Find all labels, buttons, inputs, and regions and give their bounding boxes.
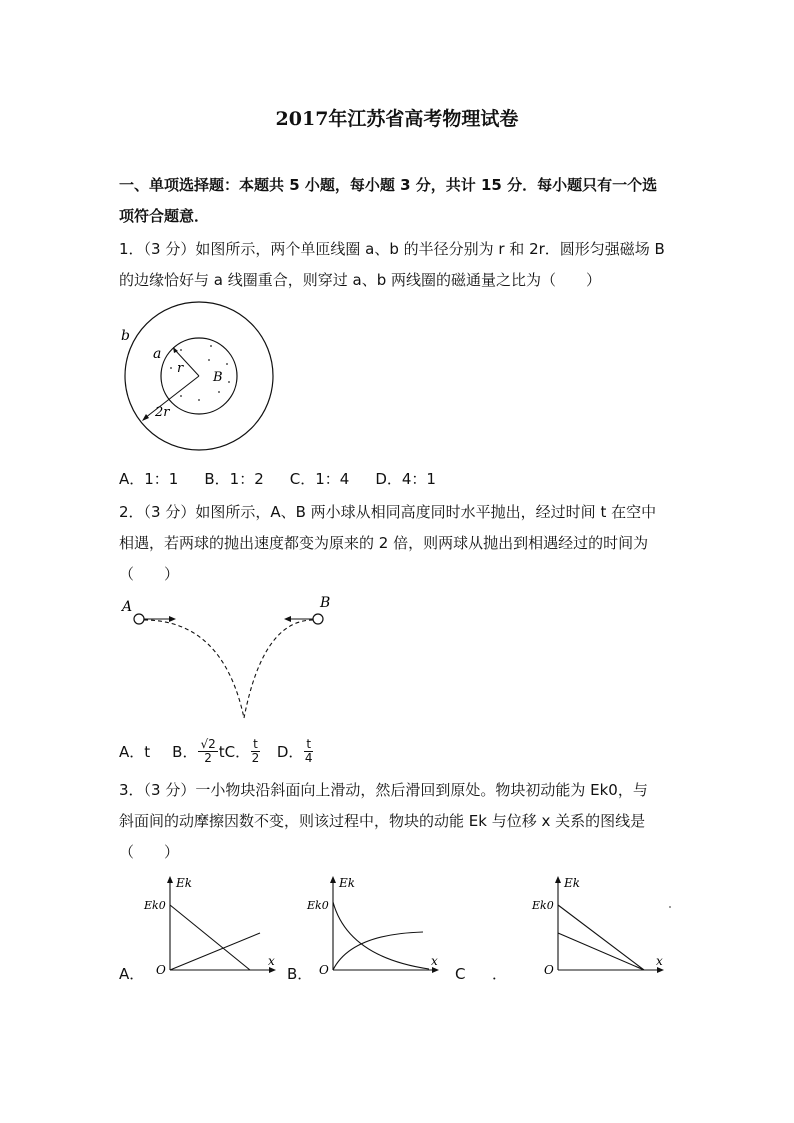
section-heading-line2: 项符合题意． <box>119 207 210 225</box>
descending-line <box>170 905 250 970</box>
label-B-field: B <box>213 370 223 385</box>
q2-option-b-suffix: t <box>218 742 225 761</box>
radius-2r-arrowhead <box>142 414 149 421</box>
y-axis-arrowhead <box>330 876 336 883</box>
label-ball-B: B <box>320 595 331 611</box>
ascending-line <box>170 933 260 970</box>
q1-text-line2: 的边缘恰好与 a 线圈重合，则穿过 a、b 两线圈的磁通量之比为（ ） <box>119 271 601 289</box>
velocity-arrowhead-A <box>169 616 176 622</box>
q3-option-a-label[interactable]: A． <box>119 965 145 983</box>
q2-text-line1: 2．（3 分）如图所示，A、B 两小球从相同高度同时水平抛出，经过时间 t 在空中 <box>119 503 657 521</box>
q2-option-c-fraction: $\frac{t}{2}$ <box>251 737 260 765</box>
q2-option-b-fraction: $\frac{√2}{2}$ <box>200 737 216 765</box>
ball-A <box>134 614 144 624</box>
q1-option-d[interactable]: D．4：1 <box>375 470 436 488</box>
q3-graph-c <box>528 872 678 978</box>
origin-label: O <box>319 963 329 977</box>
page-title: 2017年江苏省高考物理试卷 <box>275 108 519 130</box>
q1-text-line1: 1．（3 分）如图所示，两个单匝线圈 a、b 的半径分别为 r 和 2r．圆形匀强磁场 B <box>119 240 665 258</box>
q3-text-line1: 3．（3 分）一小物块沿斜面向上滑动，然后滑回到原处。物块初动能为 Ek0，与 <box>119 781 648 799</box>
ball-B <box>313 614 323 624</box>
q2-option-a-value: t <box>144 743 151 761</box>
q3-graph-a <box>140 872 280 978</box>
ek0-label: Ek0 <box>307 899 329 912</box>
x-axis-label: x <box>268 954 275 968</box>
q2-option-d[interactable] <box>277 738 314 765</box>
q2-option-a-label: A． <box>119 743 145 761</box>
label-b: b <box>121 328 130 344</box>
y-axis-arrowhead <box>167 876 173 883</box>
label-ball-A: A <box>122 599 133 615</box>
q1-option-c[interactable]: C．1：4 <box>289 470 350 488</box>
q2-projectile-figure <box>118 592 340 726</box>
q1-option-a[interactable]: A．1：1 <box>119 470 179 488</box>
q2-text-line3: （ ） <box>119 565 180 583</box>
q2-option-c[interactable] <box>225 738 261 765</box>
y-axis-label: Ek <box>339 876 356 890</box>
trajectory-B <box>244 620 313 718</box>
q1-options <box>119 468 462 489</box>
q2-option-c-label: C． <box>224 743 251 761</box>
q3-option-c-label[interactable]: C <box>455 965 466 983</box>
q2-option-a[interactable] <box>119 741 150 762</box>
q1-coil-figure <box>115 300 285 460</box>
stray-dot <box>669 906 671 908</box>
velocity-arrowhead-B <box>284 616 291 622</box>
q2-option-d-fraction: $\frac{t}{4}$ <box>304 737 313 765</box>
ascending-curve <box>333 932 423 970</box>
q2-text-line2: 相遇，若两球的抛出速度都变为原来的 2 倍，则两球从抛出到相遇经过的时间为 <box>119 534 649 552</box>
x-axis-label: x <box>656 954 663 968</box>
label-r: r <box>177 361 184 376</box>
q3-text-line2: 斜面间的动摩擦因数不变，则该过程中，物块的动能 Ek 与位移 x 关系的图线是 <box>119 812 646 830</box>
q2-options <box>119 738 314 765</box>
q2-option-d-label: D． <box>276 743 304 761</box>
q1-option-b[interactable]: B．1：2 <box>204 470 264 488</box>
label-2r: 2r <box>155 405 170 420</box>
descending-curve <box>333 902 429 969</box>
q3-text-line3: （ ） <box>119 843 180 861</box>
trajectory-A <box>144 620 244 718</box>
label-a: a <box>153 346 162 362</box>
x-axis-label: x <box>431 954 438 968</box>
y-axis-label: Ek <box>176 876 193 890</box>
q3-option-b-label[interactable]: B． <box>287 965 313 983</box>
q2-option-b[interactable] <box>172 738 224 765</box>
origin-label: O <box>544 963 554 977</box>
section-heading-line1: 一、单项选择题：本题共 5 小题，每小题 3 分，共计 15 分．每小题只有一个选 <box>119 176 658 194</box>
upper-descending-line <box>558 905 644 970</box>
q2-option-b-label: B． <box>172 743 198 761</box>
ek0-label: Ek0 <box>144 899 166 912</box>
q3-option-c-dot: ． <box>492 965 508 983</box>
y-axis-label: Ek <box>564 876 581 890</box>
radius-2r-arrow <box>145 376 199 418</box>
y-axis-arrowhead <box>555 876 561 883</box>
q3-graph-b <box>303 872 443 978</box>
ek0-label: Ek0 <box>532 899 554 912</box>
lower-descending-line <box>558 933 644 970</box>
origin-label: O <box>156 963 166 977</box>
